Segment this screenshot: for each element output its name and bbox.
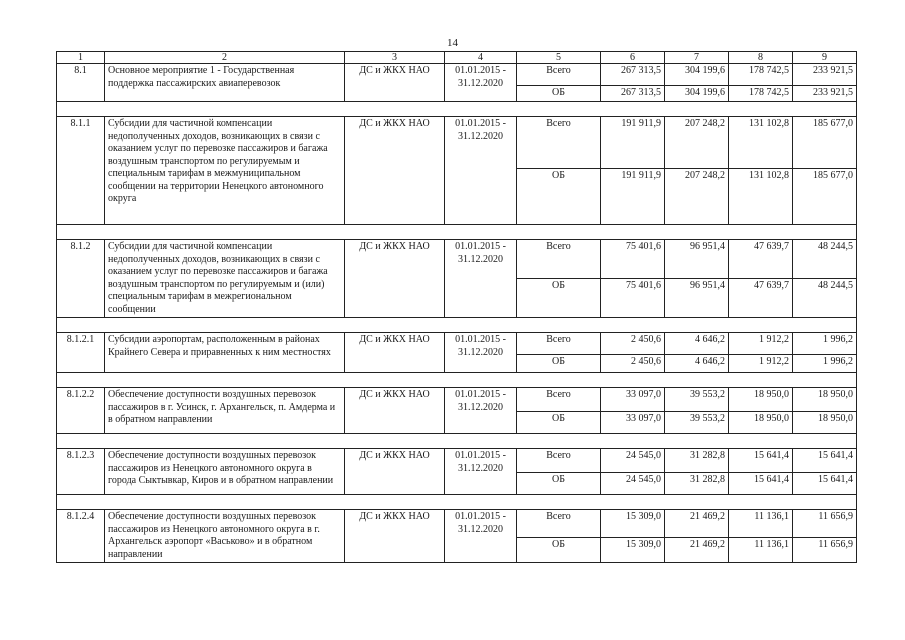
value-cell-v7: 31 282,8: [665, 449, 729, 473]
value-cell-v9: 11 656,9: [793, 510, 857, 538]
page-number: 14: [447, 37, 458, 49]
header-col-1: 1: [57, 52, 105, 64]
funding-source-cell: ОБ: [517, 279, 601, 318]
row-org-cell: ДС и ЖКХ НАО: [345, 64, 445, 102]
budget-table: [56, 51, 857, 563]
value-cell-v8: 11 136,1: [729, 510, 793, 538]
value-cell-v6: 24 545,0: [601, 449, 665, 473]
funding-source-cell: Всего: [517, 510, 601, 538]
value-cell-v6: 191 911,9: [601, 169, 665, 225]
funding-source-cell: ОБ: [517, 169, 601, 225]
row-org-cell: ДС и ЖКХ НАО: [345, 388, 445, 434]
row-period-cell: 01.01.2015 - 31.12.2020: [445, 240, 517, 318]
value-cell-v9: 11 656,9: [793, 537, 857, 562]
row-number-cell: 8.1.2.1: [57, 333, 105, 373]
row-period-cell: 01.01.2015 - 31.12.2020: [445, 64, 517, 102]
row-spacer-cell: [57, 318, 857, 333]
row-period-cell: 01.01.2015 - 31.12.2020: [445, 117, 517, 225]
value-cell-v7: 4 646,2: [665, 333, 729, 355]
value-cell-v7: 207 248,2: [665, 117, 729, 169]
row-spacer: [57, 434, 857, 449]
value-cell-v8: 1 912,2: [729, 333, 793, 355]
row-org-cell: ДС и ЖКХ НАО: [345, 117, 445, 225]
row-name-cell: Субсидии для частичной компенсации недополученных доходов, возникающих в связи с оказанием услуг по перевозке пассажиров и багажа воздушным транспортом по регулируемым и (или) специальным тарифам в межрегиональном сообщении: [105, 240, 345, 318]
row-org-cell: ДС и ЖКХ НАО: [345, 240, 445, 318]
row-name-cell: Основное мероприятие 1 - Государственная поддержка пассажирских авиаперевозок: [105, 64, 345, 102]
row-spacer: [57, 373, 857, 388]
table-row: [57, 449, 857, 473]
row-number-cell: 8.1.2.3: [57, 449, 105, 495]
value-cell-v8: 178 742,5: [729, 64, 793, 86]
table-row: [57, 117, 857, 169]
value-cell-v8: 18 950,0: [729, 412, 793, 434]
funding-source-cell: Всего: [517, 388, 601, 412]
row-spacer-cell: [57, 434, 857, 449]
value-cell-v7: 39 553,2: [665, 388, 729, 412]
value-cell-v9: 185 677,0: [793, 169, 857, 225]
value-cell-v8: 11 136,1: [729, 537, 793, 562]
value-cell-v6: 267 313,5: [601, 86, 665, 102]
funding-source-cell: ОБ: [517, 86, 601, 102]
row-period-cell: 01.01.2015 - 31.12.2020: [445, 449, 517, 495]
header-col-6: 6: [601, 52, 665, 64]
header-col-3: 3: [345, 52, 445, 64]
value-cell-v9: 48 244,5: [793, 240, 857, 279]
header-col-9: 9: [793, 52, 857, 64]
funding-source-cell: ОБ: [517, 355, 601, 373]
header-col-5: 5: [517, 52, 601, 64]
row-number-cell: 8.1.2: [57, 240, 105, 318]
value-cell-v6: 15 309,0: [601, 537, 665, 562]
value-cell-v6: 191 911,9: [601, 117, 665, 169]
table-row: [57, 388, 857, 412]
value-cell-v9: 233 921,5: [793, 86, 857, 102]
value-cell-v7: 31 282,8: [665, 473, 729, 495]
row-org-cell: ДС и ЖКХ НАО: [345, 449, 445, 495]
row-name-cell: Обеспечение доступности воздушных перевозок пассажиров в г. Усинск, г. Архангельск, п. Амдерма и в обратном направлении: [105, 388, 345, 434]
funding-source-cell: ОБ: [517, 473, 601, 495]
value-cell-v9: 185 677,0: [793, 117, 857, 169]
value-cell-v6: 75 401,6: [601, 240, 665, 279]
row-name-cell: Субсидии для частичной компенсации недополученных доходов, возникающих в связи с оказанием услуг по перевозке пассажиров и багажа воздушным транспортом по регулируемым и специальным тарифам в межмуниципальном сообщении на территории Ненецкого автономного округа: [105, 117, 345, 225]
value-cell-v7: 304 199,6: [665, 86, 729, 102]
value-cell-v9: 15 641,4: [793, 473, 857, 495]
value-cell-v8: 1 912,2: [729, 355, 793, 373]
value-cell-v6: 33 097,0: [601, 388, 665, 412]
funding-source-cell: ОБ: [517, 412, 601, 434]
value-cell-v8: 131 102,8: [729, 169, 793, 225]
row-spacer: [57, 225, 857, 240]
value-cell-v6: 33 097,0: [601, 412, 665, 434]
value-cell-v9: 233 921,5: [793, 64, 857, 86]
value-cell-v7: 21 469,2: [665, 537, 729, 562]
value-cell-v7: 96 951,4: [665, 279, 729, 318]
value-cell-v9: 1 996,2: [793, 355, 857, 373]
row-number-cell: 8.1: [57, 64, 105, 102]
value-cell-v9: 15 641,4: [793, 449, 857, 473]
row-name-cell: Обеспечение доступности воздушных перевозок пассажиров из Ненецкого автономного округа в города Сыктывкар, Киров и в обратном направлении: [105, 449, 345, 495]
table-row: [57, 510, 857, 538]
value-cell-v8: 131 102,8: [729, 117, 793, 169]
row-number-cell: 8.1.2.2: [57, 388, 105, 434]
value-cell-v9: 18 950,0: [793, 412, 857, 434]
row-spacer: [57, 102, 857, 117]
value-cell-v6: 2 450,6: [601, 355, 665, 373]
table-row: [57, 64, 857, 86]
row-period-cell: 01.01.2015 - 31.12.2020: [445, 388, 517, 434]
value-cell-v6: 24 545,0: [601, 473, 665, 495]
value-cell-v8: 47 639,7: [729, 279, 793, 318]
row-spacer: [57, 495, 857, 510]
row-number-cell: 8.1.2.4: [57, 510, 105, 563]
value-cell-v9: 1 996,2: [793, 333, 857, 355]
value-cell-v7: 4 646,2: [665, 355, 729, 373]
value-cell-v8: 18 950,0: [729, 388, 793, 412]
value-cell-v7: 39 553,2: [665, 412, 729, 434]
value-cell-v7: 304 199,6: [665, 64, 729, 86]
row-spacer: [57, 318, 857, 333]
value-cell-v6: 2 450,6: [601, 333, 665, 355]
row-period-cell: 01.01.2015 - 31.12.2020: [445, 510, 517, 563]
table-header-row: [57, 52, 857, 64]
table-row: [57, 333, 857, 355]
row-number-cell: 8.1.1: [57, 117, 105, 225]
value-cell-v6: 267 313,5: [601, 64, 665, 86]
row-name-cell: Субсидии аэропортам, расположенным в районах Крайнего Севера и приравненных к ним местностях: [105, 333, 345, 373]
row-period-cell: 01.01.2015 - 31.12.2020: [445, 333, 517, 373]
funding-source-cell: Всего: [517, 64, 601, 86]
value-cell-v9: 48 244,5: [793, 279, 857, 318]
value-cell-v7: 96 951,4: [665, 240, 729, 279]
header-col-8: 8: [729, 52, 793, 64]
value-cell-v6: 15 309,0: [601, 510, 665, 538]
header-col-2: 2: [105, 52, 345, 64]
value-cell-v8: 15 641,4: [729, 473, 793, 495]
value-cell-v8: 47 639,7: [729, 240, 793, 279]
row-spacer-cell: [57, 373, 857, 388]
value-cell-v9: 18 950,0: [793, 388, 857, 412]
row-name-cell: Обеспечение доступности воздушных перевозок пассажиров из Ненецкого автономного округа в г. Архангельск аэропорт «Васьково» и в обратном направлении: [105, 510, 345, 563]
funding-source-cell: Всего: [517, 117, 601, 169]
table-body: [57, 64, 857, 563]
table-row: [57, 240, 857, 279]
funding-source-cell: Всего: [517, 240, 601, 279]
row-org-cell: ДС и ЖКХ НАО: [345, 333, 445, 373]
value-cell-v6: 75 401,6: [601, 279, 665, 318]
value-cell-v8: 178 742,5: [729, 86, 793, 102]
value-cell-v8: 15 641,4: [729, 449, 793, 473]
row-spacer-cell: [57, 225, 857, 240]
header-col-7: 7: [665, 52, 729, 64]
funding-source-cell: Всего: [517, 449, 601, 473]
funding-source-cell: Всего: [517, 333, 601, 355]
row-org-cell: ДС и ЖКХ НАО: [345, 510, 445, 563]
value-cell-v7: 21 469,2: [665, 510, 729, 538]
row-spacer-cell: [57, 495, 857, 510]
value-cell-v7: 207 248,2: [665, 169, 729, 225]
funding-source-cell: ОБ: [517, 537, 601, 562]
header-col-4: 4: [445, 52, 517, 64]
row-spacer-cell: [57, 102, 857, 117]
